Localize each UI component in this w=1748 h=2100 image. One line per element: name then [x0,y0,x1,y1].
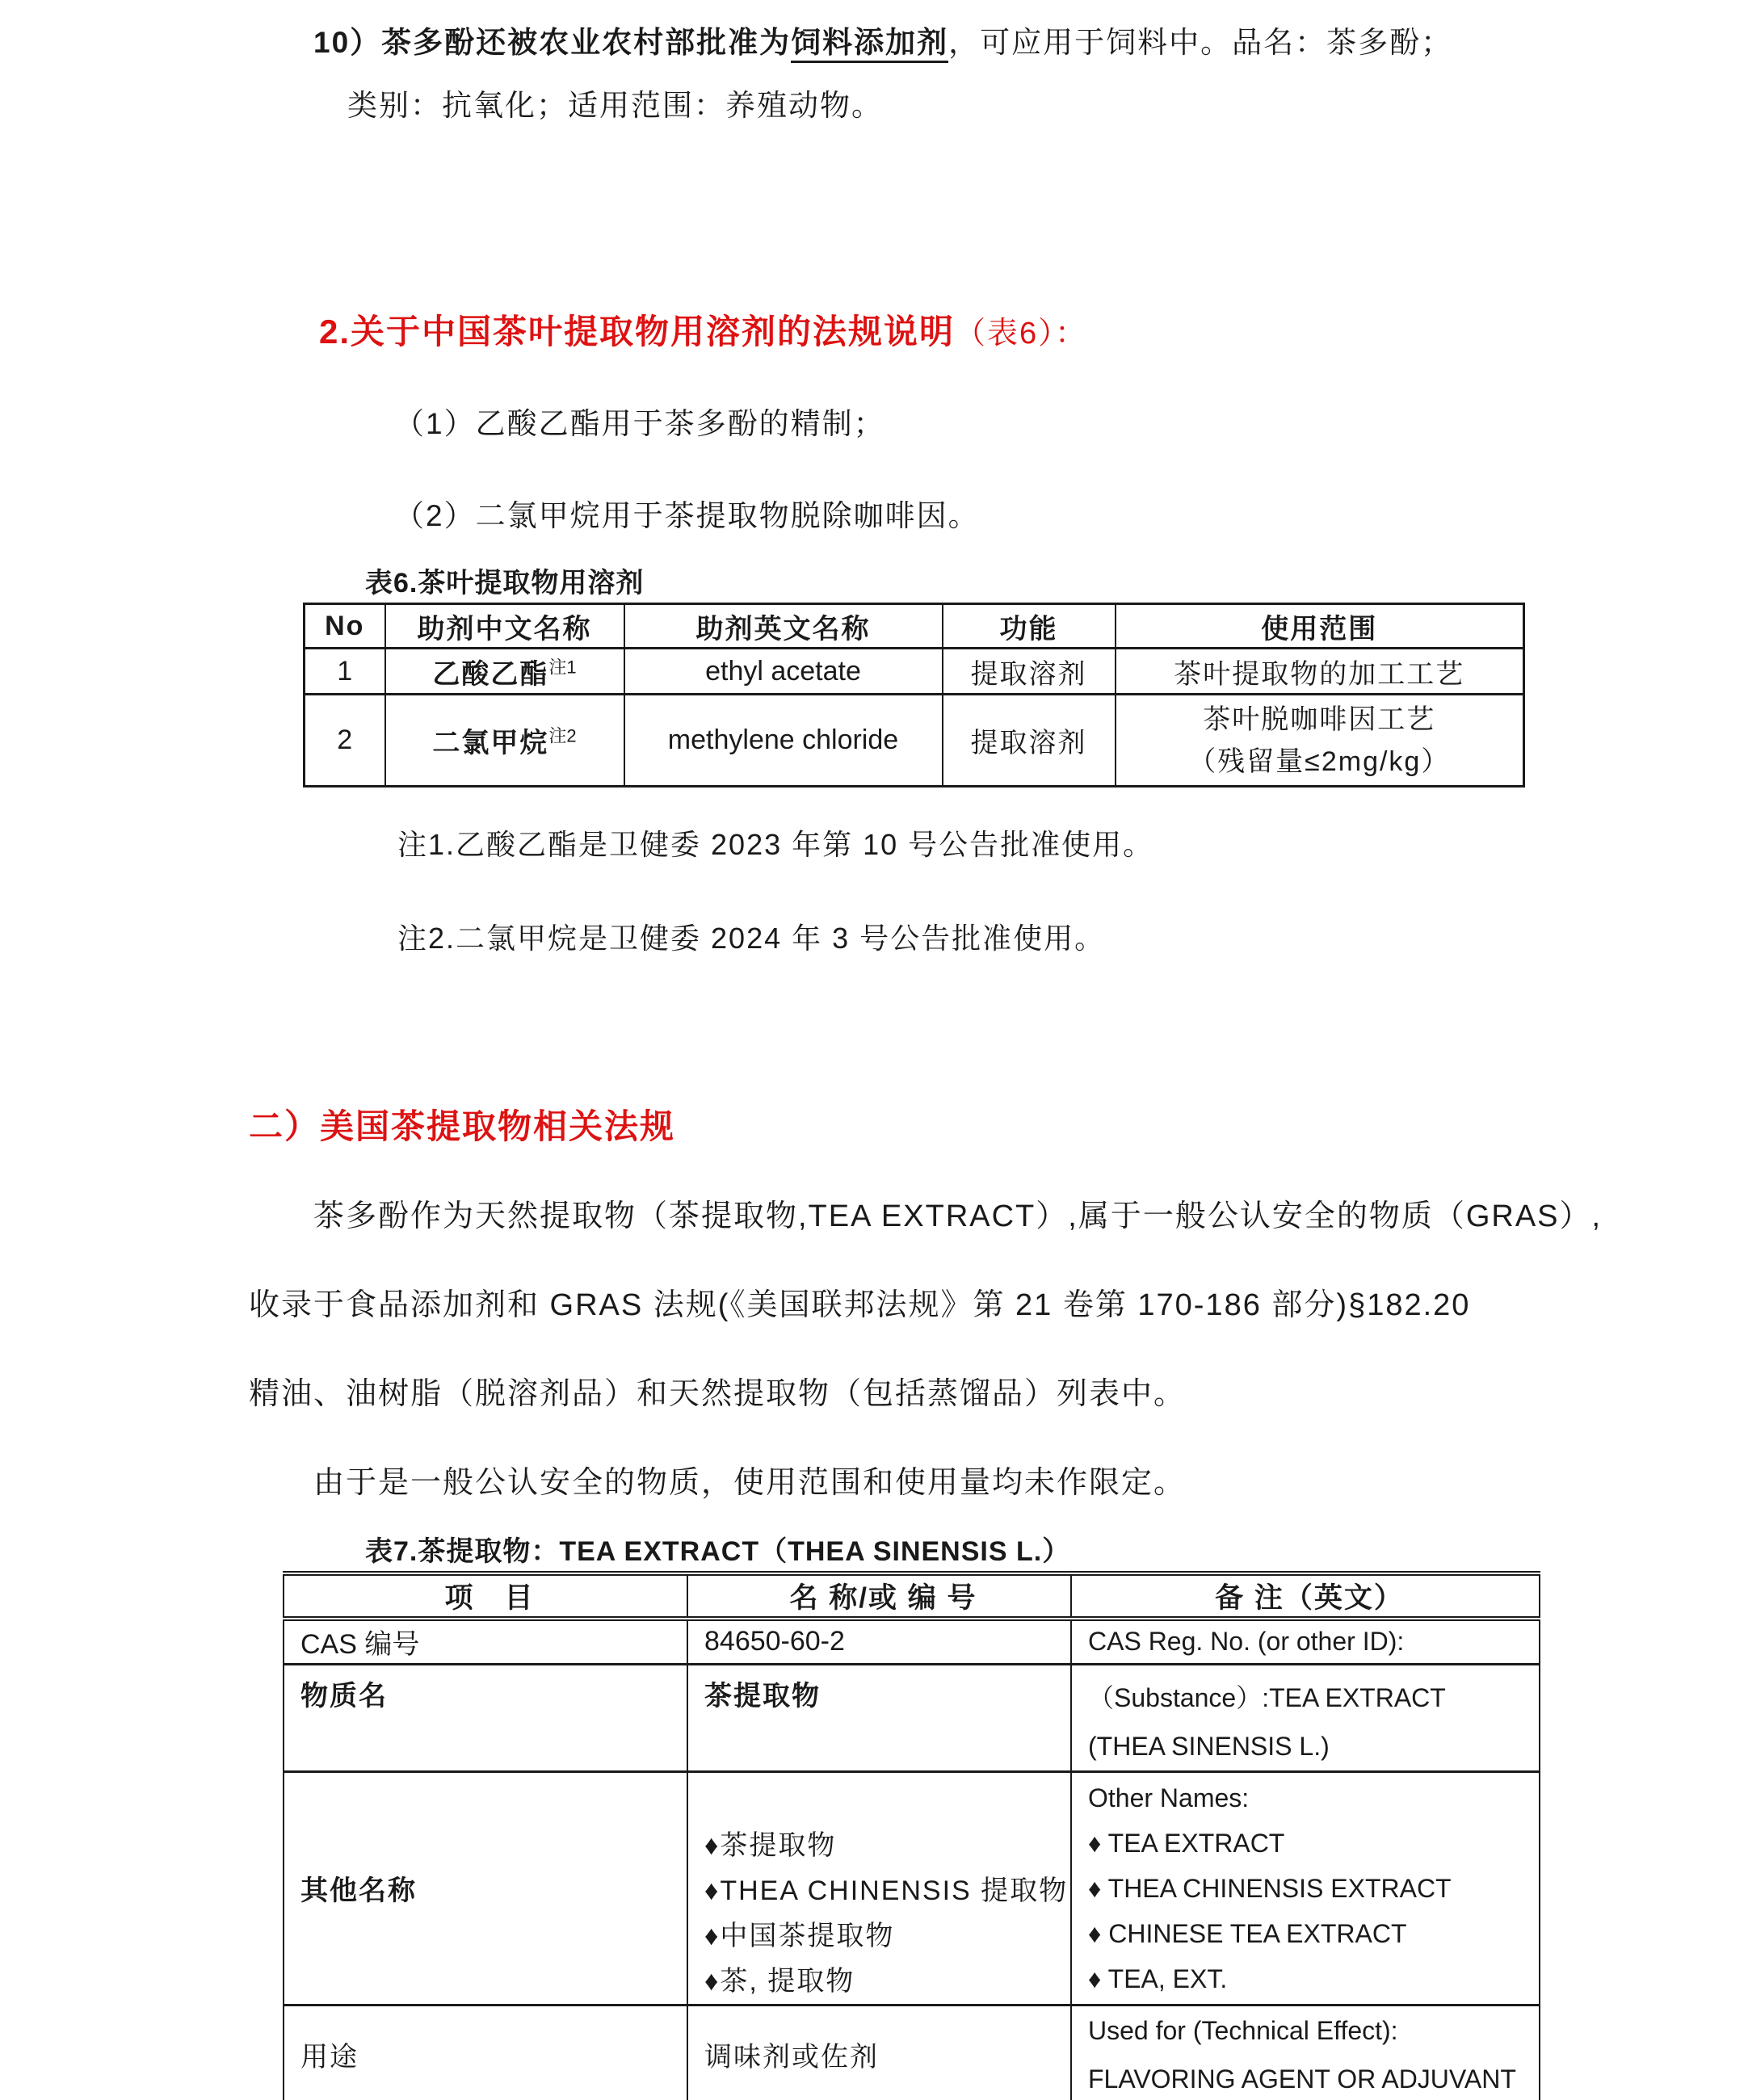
table7-cas-number: 84650-60-2 [687,1619,1071,1664]
table7-other-names-en-2: ♦ THEA CHINENSIS EXTRACT [1088,1873,1452,1903]
para-10-rest: ，可应用于饲料中。品名：茶多酚； [948,26,1453,59]
table6-header-no: No [305,604,385,649]
table7-other-names-en-1: ♦ TEA EXTRACT [1088,1828,1285,1858]
table7-other-names-item: 其他名称 [284,1771,687,2005]
table6-r2-function: 提取溶剂 [943,695,1116,787]
table6-r1-note-sup: 注1 [548,657,577,678]
table6-r1-cn-text: 乙酸乙酯 [432,658,549,690]
table7-substance-note-line2: (THEA SINENSIS L.) [1088,1731,1330,1761]
table6-header-scope: 使用范围 [1116,604,1524,649]
us-para2: 由于是一般公认安全的物质，使用范围和使用量均未作限定。 [313,1466,1187,1500]
table6-r2-scope [1116,695,1524,787]
table6-r2-note-sup: 注2 [548,725,577,746]
para-10-line2: 类别：抗氧化；适用范围：养殖动物。 [347,89,883,122]
table6-r2-en-name: methylene chloride [624,695,943,787]
table6-title: 表6.茶叶提取物用溶剂 [365,568,645,598]
section2-heading-suffix: （表6）： [955,317,1088,351]
table6-r2-cn-text: 二氯甲烷 [432,728,549,758]
table6-r1-no: 1 [305,649,385,695]
table7-use-name: 调味剂或佐剂 [687,2005,1071,2100]
table7-other-names-cn-3: ♦中国茶提取物 [704,1920,895,1951]
table6-r1-scope: 茶叶提取物的加工工艺 [1116,649,1524,695]
section2-item1: （1）乙酸乙酯用于茶多酚的精制； [394,407,885,440]
us-para1-line3: 精油、油树脂（脱溶剂品）和天然提取物（包括蒸馏品）列表中。 [249,1377,1187,1411]
para-10-lead-bold: 10）茶多酚还被农业农村部批准为 [313,26,792,59]
table7-other-names-cn-1: ♦茶提取物 [704,1829,837,1861]
table6-header-en-name: 助剂英文名称 [624,604,943,649]
table6-note2: 注2.二氯甲烷是卫健委 2024 年 3 号公告批准使用。 [397,922,1106,955]
table7-other-names-cn-2: ♦THEA CHINENSIS 提取物 [704,1875,1069,1906]
table7-substance-name: 茶提取物 [687,1664,1071,1771]
section2-item2: （2）二氯甲烷用于茶提取物脱除咖啡因。 [394,499,980,532]
table7-row-substance [284,1664,1540,1771]
table7-other-names-en-4: ♦ TEA, EXT. [1088,1964,1228,1993]
table6-header-function: 功能 [943,604,1116,649]
table7-use-note [1071,2005,1540,2100]
table6-row-2 [305,695,1524,787]
section-us-heading: 二）美国茶提取物相关法规 [249,1107,676,1145]
table7-row-other-names [284,1771,1540,2005]
table7-other-names-list-cn [687,1771,1071,2005]
table7-substance-note [1071,1664,1540,1771]
table7-other-names-en-title: Other Names: [1088,1783,1250,1812]
table6-r2-no: 2 [305,695,385,787]
table6-r2-scope-line1: 茶叶脱咖啡因工艺 [1203,704,1436,735]
section2-heading-main: 2.关于中国茶叶提取物用溶剂的法规说明 [319,313,956,351]
table7-header-row [284,1573,1540,1619]
table7-row-use [284,2005,1540,2100]
table7-substance-item: 物质名 [284,1664,687,1771]
table6-row-1 [305,649,1524,695]
us-para1-line1: 茶多酚作为天然提取物（茶提取物,TEA EXTRACT）,属于一般公认安全的物质（GRAS）, [313,1199,1603,1233]
table6-r2-cn-name [385,695,624,787]
us-para1-line2: 收录于食品添加剂和 GRAS 法规(《美国联邦法规》第 21 卷第 170-186 部分)§182.20 [249,1288,1471,1322]
table6-note1: 注1.乙酸乙酯是卫健委 2023 年第 10 号公告批准使用。 [397,828,1154,861]
table6-r1-en-name: ethyl acetate [624,649,943,695]
table7-use-note-line2: FLAVORING AGENT OR ADJUVANT [1088,2064,1516,2094]
table7-header-note: 备 注（英文） [1071,1573,1540,1619]
table7-use-note-line1: Used for (Technical Effect): [1088,2015,1398,2045]
table7-title: 表7.茶提取物：TEA EXTRACT（THEA SINENSIS L.） [365,1536,1071,1567]
table6-r1-cn-name [385,649,624,695]
para-10-feed-additive-underlined: 饲料添加剂 [791,26,948,63]
table6-r2-scope-line2: （残留量≤2mg/kg） [1188,746,1451,777]
table7-cas-note: CAS Reg. No. (or other ID): [1071,1619,1540,1664]
table7-use-item: 用途 [284,2005,687,2100]
table7-tea-extract [283,1571,1540,2100]
section2-heading [319,305,1087,354]
table7-cas-item: CAS 编号 [284,1619,687,1664]
table6-header-cn-name: 助剂中文名称 [385,604,624,649]
table7-row-cas [284,1619,1540,1664]
table7-other-names-list-en [1071,1771,1540,2005]
table7-other-names-cn-spacer [704,1773,1062,1823]
table7-header-item: 项 目 [284,1573,687,1619]
table7-header-name: 名 称/或 编 号 [687,1573,1071,1619]
table6-header-row [305,604,1524,649]
table7-other-names-cn-4: ♦茶, 提取物 [704,1965,855,1997]
table7-other-names-en-3: ♦ CHINESE TEA EXTRACT [1088,1918,1407,1948]
table6-solvents [303,603,1525,788]
table6-r1-function: 提取溶剂 [943,649,1116,695]
table7-substance-note-line1: （Substance）:TEA EXTRACT [1088,1682,1446,1712]
para-10-line1 [313,18,1452,61]
